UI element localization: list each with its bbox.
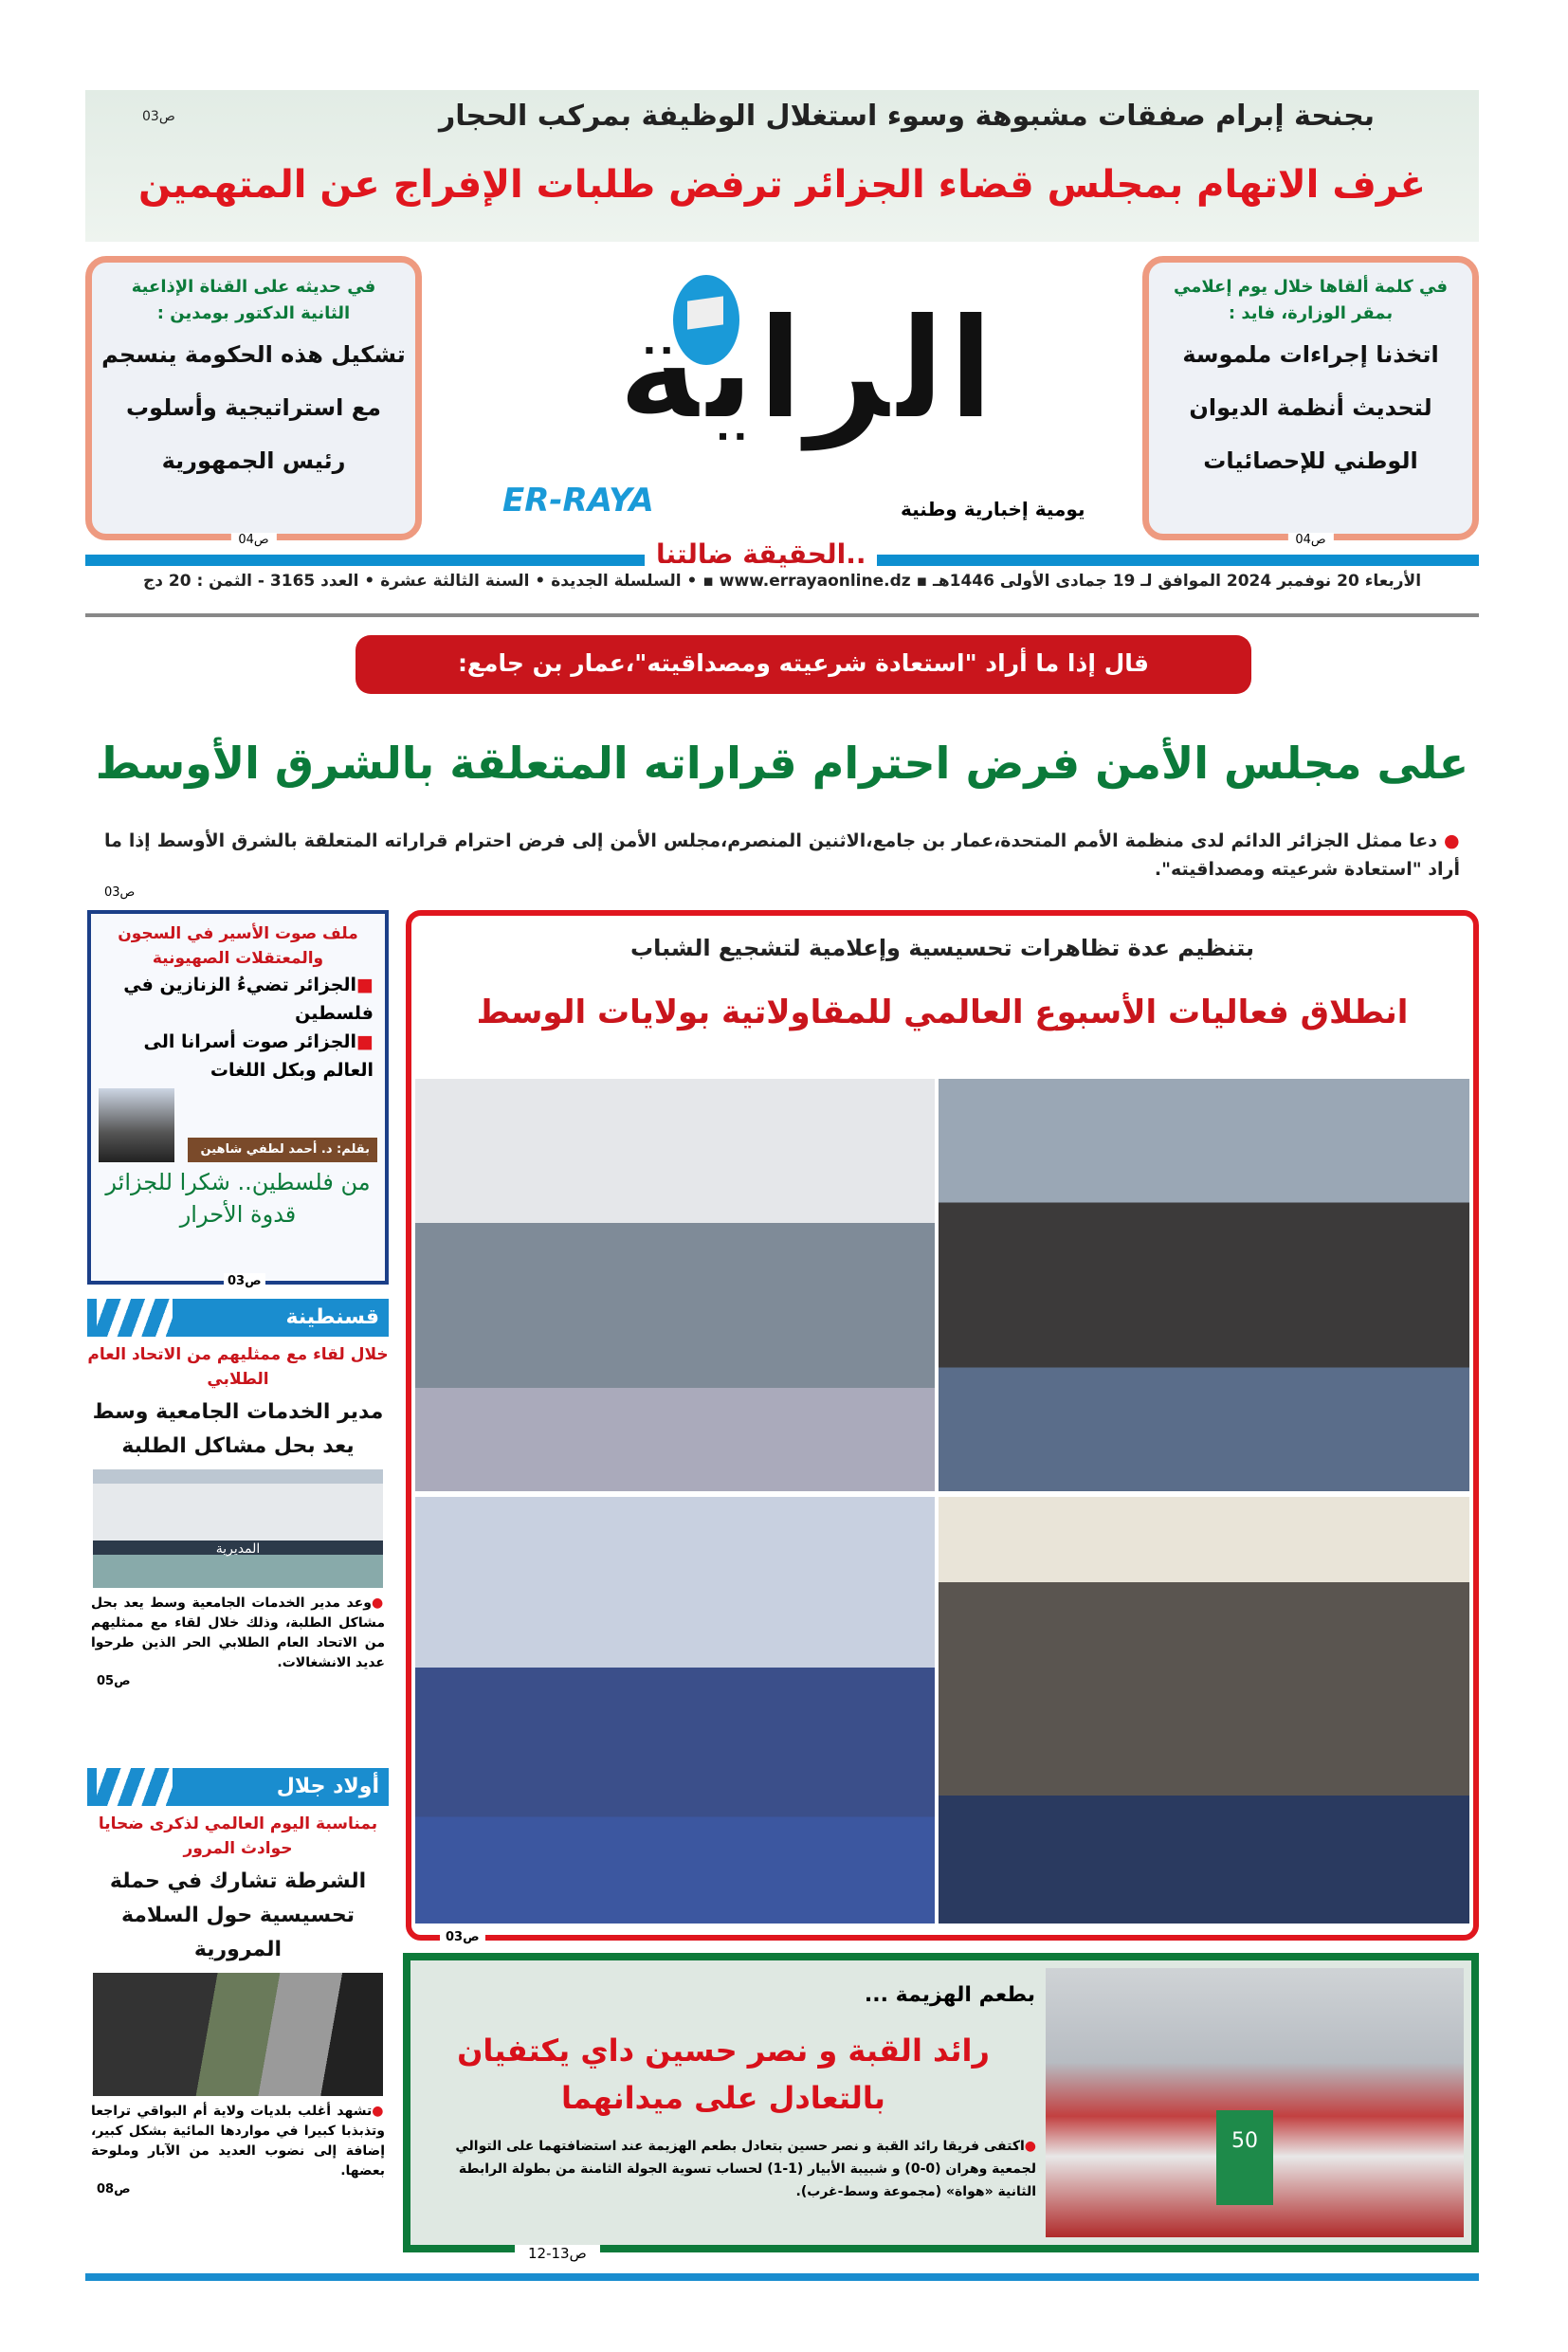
article-headline: مدير الخدمات الجامعية وسط يعد بحل مشاكل الطلبة [92,1400,384,1458]
section-label: أولاد جلال [276,1775,379,1798]
article-kicker: خلال لقاء مع ممثليهم من الاتحاد العام الطلابي [87,1345,389,1389]
bullet-text: الجزائر تضيءُ الزنازين في فلسطين [123,975,374,1024]
sports-body [420,2135,1036,2203]
logo-latin: ER-RAYA [502,482,654,520]
feature-kicker: بتنظيم عدة تظاهرات تحسيسية وإعلامية لتشجيع الشباب [629,935,1255,961]
bullet-icon: ● [1437,830,1460,851]
opinion-slogan: من فلسطين.. شكرا للجزائر قدوة الأحرار [105,1169,371,1228]
opinion-kicker: ملف صوت الأسير في السجون والمعتقلات الصهيونية [118,924,358,968]
bullet-icon: ● [372,1595,386,1611]
page-ref: ص03 [104,885,136,900]
photo-panel-stage [415,1497,935,1924]
feature-headline: انطلاق فعاليات الأسبوع العالمي للمقاولاتية بولايات الوسط [476,994,1409,1031]
square-bullet-icon: ■ [356,975,374,995]
logo-title: الراية [616,287,995,452]
logo-subtitle: يومية إخبارية وطنية [901,498,1085,520]
body-text: اكتفى فريقا رائد القبة و نصر حسين بتعادل بطعم الهزيمة عند استضافتهما على التوالي لجمعية وهران (0-0) و شبيبة الأبيار (1-1) لحساب تسوية الجولة الثامنة من بطولة الرابطة الثانية «هواة» (مجموعة وسط-غرب). [455,2139,1036,2199]
article-headline: الشرطة تشارك في حملة تحسيسية حول السلامة المرورية [109,1869,367,1961]
teaser-line: الوطني للإحصائيات [1203,447,1418,474]
divider [85,613,1479,617]
bullet-icon: ● [372,2104,386,2119]
sports-kicker: بطعم الهزيمة ... [864,1983,1035,2007]
dateline: الأربعاء 20 نوفمبر 2024 الموافق لـ 19 جمادى الأولى 1446هـ ▪ www.errayaonline.dz ▪ • السلسلة الجديدة • السنة الثالثة عشرة • العدد 3165 - الثمن : 20 دج [142,572,1422,591]
jersey-number: 50 [1216,2110,1273,2205]
top-kicker: بجنحة إبرام صفقات مشبوهة وسوء استغلال الوظيفة بمركب الحجار [439,100,1375,133]
page-ref: ص04 [1287,533,1333,547]
square-bullet-icon: ■ [356,1031,374,1052]
lead-body [104,827,1460,884]
stripes-decoration [97,1299,173,1337]
page-ref: ص03 [440,1929,485,1946]
page-ref: ص05 [97,1674,131,1688]
teaser-kicker: في حديثه على القناة الإذاعية الثانية الدكتور بومدين : [131,277,376,323]
author-row [99,1088,377,1162]
stripes-decoration [97,1768,173,1806]
article-body [87,1594,389,1673]
top-banner [85,90,1479,242]
page-ref: ص03 [142,109,175,124]
top-headline[interactable]: غرف الاتهام بمجلس قضاء الجزائر ترفض طلبات الإفراج عن المتهمين [138,163,1426,207]
section-banner-constantine [87,1299,389,1337]
teaser-line: اتخذنا إجراءات ملموسة [1182,341,1439,368]
article-kicker: بمناسبة اليوم العالمي لذكرى ضحايا حوادث المرور [98,1814,378,1858]
teaser-kicker: في كلمة ألقاها خلال يوم إعلامي بمقر الوزارة، فايد : [1174,277,1448,323]
photo-sign: المديرية [215,1541,261,1557]
opinion-bullet [99,971,377,1028]
author-byline: بقلم: د. أحمد لطفي شاهين [188,1138,377,1162]
section-label: قسنطينة [285,1305,379,1329]
football-photo [1046,1968,1464,2237]
page-ref: ص04 [230,533,276,547]
left-teaser-box[interactable] [85,256,422,547]
right-teaser-box[interactable] [1142,256,1479,547]
author-photo [99,1088,174,1162]
page-ref: ص08 [97,2182,131,2197]
lead-text: دعا ممثل الجزائر الدائم لدى منظمة الأمم المتحدة،عمار بن جامع،الاثنين المنصرم،مجلس الأمن إلى فرض احترام قراراته المتعلقة بالشرق الأوسط إذا ما أراد "استعادة شرعيته ومصداقيته". [104,830,1460,880]
photo-officials-booth [939,1079,1469,1491]
constantine-article[interactable] [87,1342,389,1690]
page-ref: ص03 [224,1273,265,1290]
masthead-logo[interactable] [493,256,1119,540]
teaser-line: تشكيل هذه الحكومة ينسجم [101,341,406,368]
bottom-divider [85,2273,1479,2281]
lead-kicker-pill: قال إذا ما أراد "استعادة شرعيته ومصداقيته"،عمار بن جامع: [356,635,1251,694]
page-ref: ص13-12 [515,2245,600,2262]
body-text: تشهد أغلب بلديات ولاية أم البواقي تراجعا وتذبذبا كبيرا في مواردها المائية بشكل كبير، إضافة إلى نضوب العديد من الآبار وملوحة بعضها. [91,2104,385,2179]
section-banner-ouled-djellal [87,1768,389,1806]
article-body [87,2102,389,2181]
lead-headline[interactable]: على مجلس الأمن فرض احترام قراراته المتعلقة بالشرق الأوسط [95,738,1469,789]
sports-box[interactable] [403,1953,1479,2262]
teaser-line: رئيس الجمهورية [161,447,346,474]
bullet-icon: ● [1024,2139,1036,2154]
teaser-line: لتحديث أنظمة الديوان [1189,394,1432,421]
feature-box[interactable] [406,910,1479,1944]
building-photo [93,1469,383,1588]
slogan: ..الحقيقة ضالتنا [645,538,877,570]
opinion-box[interactable] [87,910,389,1288]
photo-exhibition [415,1079,935,1491]
police-photo [93,1973,383,2096]
ouled-djellal-article[interactable] [87,1812,389,2198]
sports-headline: رائد القبة و نصر حسين داي يكتفيان بالتعادل على ميدانهما [457,2033,990,2116]
teaser-line: مع استراتيجية وأسلوب [126,394,381,421]
bullet-text: الجزائر صوت أسرانا الى العالم وبكل اللغات [143,1031,374,1081]
opinion-bullet [99,1028,377,1085]
photo-audience [939,1497,1469,1924]
body-text: وعد مدير الخدمات الجامعية وسط يعد بحل مشاكل الطلبة، وذلك خلال لقاء مع ممثليهم من الاتحاد العام الطلابي الحر الذين طرحوا عديد الانشغالات. [91,1595,385,1670]
